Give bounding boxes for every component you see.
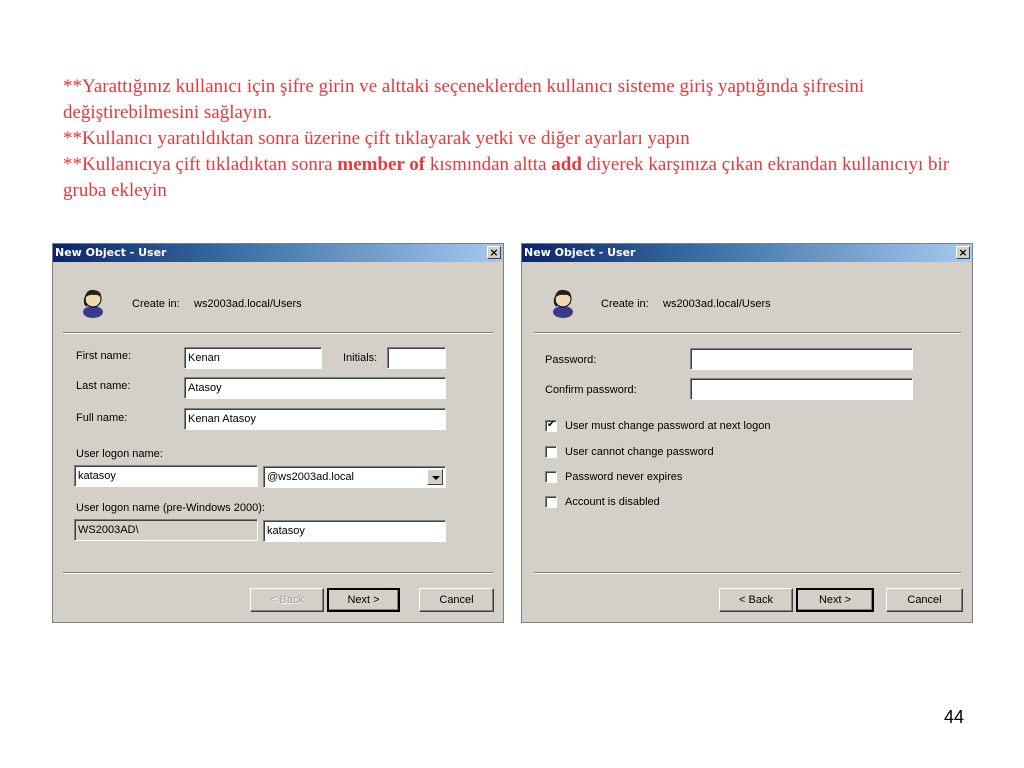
full-name-field[interactable]: Kenan Atasoy	[184, 408, 446, 430]
option-cannot-change-password[interactable]: User cannot change password	[565, 446, 714, 458]
next-button[interactable]: Next >	[796, 588, 874, 612]
instruction-line-3-part1: **Kullanıcıya çift tıkladıktan sonra	[63, 154, 338, 175]
confirm-password-label: Confirm password:	[545, 384, 637, 396]
dialog-titlebar[interactable]	[53, 244, 503, 262]
create-in-label: Create in:	[132, 298, 180, 310]
new-user-dialog-name	[52, 243, 504, 623]
confirm-password-field[interactable]	[690, 378, 913, 400]
first-name-label: First name:	[76, 350, 132, 362]
first-name-field[interactable]: Kenan	[184, 347, 322, 369]
back-button[interactable]: < Back	[250, 588, 324, 612]
full-name-label: Full name:	[76, 412, 128, 424]
checkbox-must-change-password[interactable]	[545, 420, 557, 432]
chevron-down-icon[interactable]	[427, 469, 443, 485]
pre2000-domain-field: WS2003AD\	[74, 519, 258, 541]
instruction-line-1: **Yarattığınız kullanıcı için şifre girin ve alttaki seçeneklerden kullanıcı sisteme giriş yaptığında şifresini değiştirebilmesini sağlayın.	[63, 76, 865, 123]
divider	[63, 332, 493, 334]
domain-select[interactable]	[263, 466, 446, 488]
create-in-path: ws2003ad.local/Users	[663, 298, 771, 310]
dialog-title: New Object - User	[524, 246, 636, 259]
dialog-title: New Object - User	[55, 246, 167, 259]
divider	[63, 572, 493, 574]
instruction-line-3-part3: diyerek karşınıza çıkan ekrandan kullanıcıyı bir gruba ekleyin	[63, 154, 950, 201]
page-number: 44	[944, 707, 965, 727]
create-in-path: ws2003ad.local/Users	[194, 298, 302, 310]
domain-select-value: @ws2003ad.local	[267, 471, 354, 483]
cancel-button[interactable]: Cancel	[419, 588, 494, 612]
back-button[interactable]: < Back	[719, 588, 793, 612]
instruction-line-3	[63, 152, 963, 204]
instruction-line-2: **Kullanıcı yaratıldıktan sonra üzerine çift tıklayarak yetki ve diğer ayarları yapın	[63, 128, 690, 149]
password-label: Password:	[545, 354, 597, 366]
option-password-never-expires[interactable]: Password never expires	[565, 471, 683, 483]
logon-name-label: User logon name:	[76, 448, 163, 460]
pre2000-label: User logon name (pre-Windows 2000):	[76, 502, 265, 514]
checkbox-account-disabled[interactable]	[545, 496, 557, 508]
close-icon[interactable]: ×	[956, 246, 970, 259]
initials-label: Initials:	[343, 352, 378, 364]
close-icon[interactable]: ×	[487, 246, 501, 259]
create-in-label: Create in:	[601, 298, 649, 310]
option-account-disabled[interactable]: Account is disabled	[565, 496, 660, 508]
instructions-text	[63, 74, 963, 204]
next-button[interactable]: Next >	[327, 588, 400, 612]
checkbox-cannot-change-password[interactable]	[545, 446, 557, 458]
checkbox-password-never-expires[interactable]	[545, 471, 557, 483]
initials-field[interactable]	[387, 347, 446, 369]
last-name-field[interactable]: Atasoy	[184, 377, 446, 399]
divider	[534, 572, 961, 574]
instruction-bold-member-of: member of	[337, 154, 426, 175]
cancel-button[interactable]: Cancel	[886, 588, 963, 612]
user-icon	[80, 286, 106, 318]
divider	[534, 332, 961, 334]
last-name-label: Last name:	[76, 380, 131, 392]
logon-name-field[interactable]: katasoy	[74, 465, 258, 487]
dialog-titlebar[interactable]	[522, 244, 972, 262]
password-field[interactable]	[690, 348, 913, 370]
instruction-bold-add: add	[551, 154, 582, 175]
pre2000-logon-field[interactable]: katasoy	[263, 520, 446, 542]
new-user-dialog-password	[521, 243, 973, 623]
user-icon	[550, 286, 576, 318]
option-must-change-password[interactable]: User must change password at next logon	[565, 420, 771, 432]
instruction-line-3-part2: kısmından altta	[425, 154, 552, 175]
